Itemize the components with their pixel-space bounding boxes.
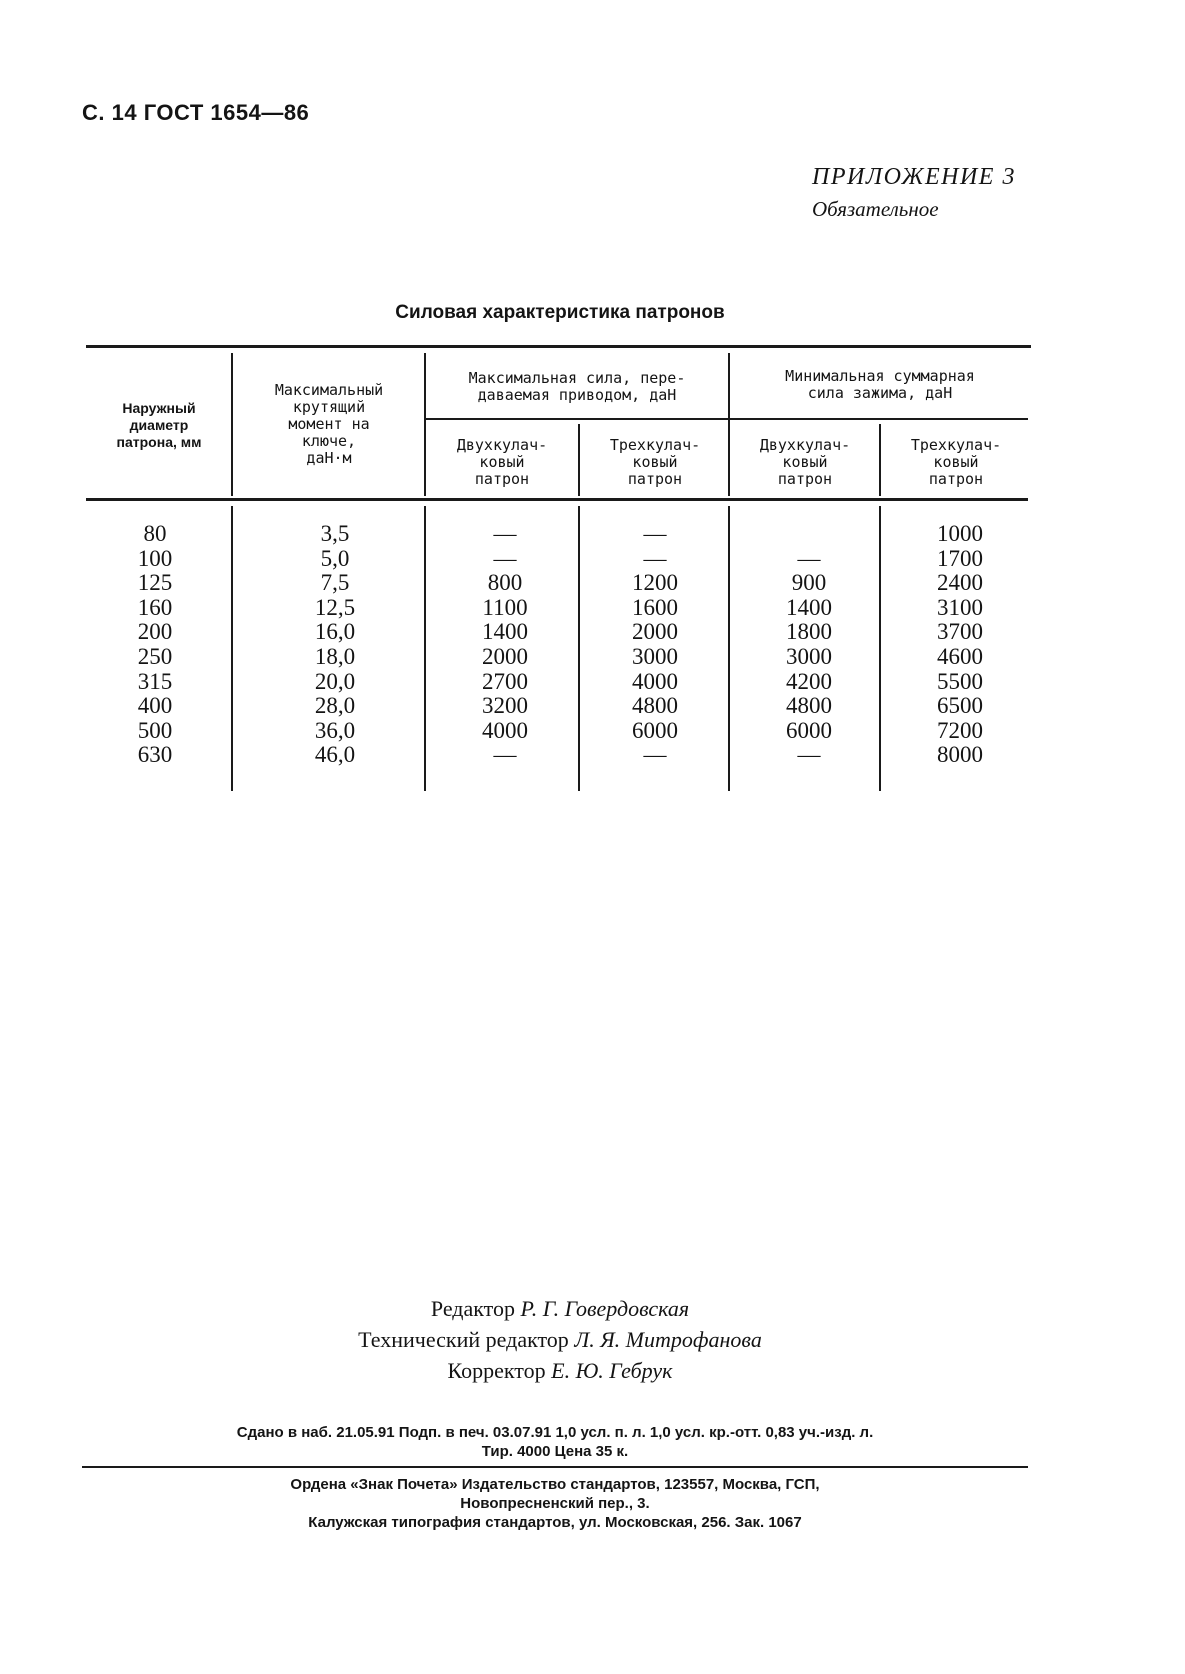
header-drive-three-jaw: Трехкулач- ковый патрон [609,436,701,488]
table-cell: 1000 [937,521,983,546]
table-cell: 500 [137,717,173,743]
table-vline [424,506,426,791]
column-clamp-three-jaw [905,522,1015,768]
footer-divider [82,1466,1028,1468]
publisher-line: Калужская типография стандартов, ул. Московская, 256. Зак. 1067 [308,1514,802,1531]
editor-label: Редактор [430,1296,515,1321]
table-cell: — [797,545,821,571]
table-cell: 7,5 [320,570,350,596]
table-header-rule [86,498,1028,501]
table-cell: 1700 [937,545,983,571]
table-cell: 4200 [786,668,832,694]
table-cell: 1400 [786,594,832,620]
table-cell: 5500 [937,668,983,694]
table-title: Силовая характеристика патронов [395,302,725,323]
table-vline [578,424,580,496]
header-clamp-two-jaw: Двухкулач- ковый патрон [759,436,851,488]
table-cell: 100 [137,545,173,571]
column-clamp-two-jaw [754,522,864,768]
table-cell: 1400 [482,619,528,645]
editors-block [0,1293,1120,1386]
table-cell: — [493,742,517,768]
table-cell: 6500 [937,693,983,719]
table-group-rule-right [728,418,1028,420]
imprint-line: Тир. 4000 Цена 35 к. [481,1443,629,1460]
table-cell [754,522,864,547]
table-cell: 4000 [482,717,528,743]
corrector-line [0,1355,1120,1386]
table-cell: — [797,742,821,768]
header-drive-force: Максимальная сила, пере- даваемая приводом, даН [468,369,686,404]
table-cell: 4000 [632,668,678,694]
table-cell: 3,5 [320,521,350,546]
table-cell: 1200 [632,570,678,596]
table-cell: 18,0 [314,643,356,669]
column-drive-three-jaw [600,522,710,768]
table-vline [424,353,426,496]
table-cell: — [493,545,517,571]
table-cell: 4600 [937,643,983,669]
table-cell: 2700 [482,668,528,694]
tech-editor-line [0,1324,1120,1355]
table-cell: 6000 [632,717,678,743]
column-torque [285,522,385,768]
table-vline [728,353,730,496]
table-vline [879,506,881,791]
tech-editor-label: Технический редактор [358,1327,569,1352]
table-cell: — [643,545,667,571]
tech-editor-name: Л. Я. Митрофанова [574,1327,762,1352]
table-cell: 3100 [937,594,983,620]
table-cell: 7200 [937,717,983,743]
table-cell: 8000 [937,742,983,768]
table-cell: — [643,742,667,768]
table-cell: 16,0 [314,619,356,645]
table-cell: 125 [137,570,173,596]
publisher-block [82,1475,1028,1532]
table-cell: 2000 [482,643,528,669]
publisher-line: Новопресненский пер., 3. [460,1495,650,1512]
table-cell: — [493,521,517,546]
table-cell: 46,0 [314,742,356,768]
table-cell: 160 [137,594,173,620]
table-cell: 1100 [482,594,528,620]
table-cell: 200 [137,619,173,645]
table-cell: — [643,521,667,546]
table-top-rule [86,345,1031,348]
table-cell: 1600 [632,594,678,620]
table-cell: 3000 [632,643,678,669]
table-cell: 12,5 [314,594,356,620]
imprint-block [82,1423,1028,1461]
column-diameter [110,522,200,768]
table-cell: 3200 [482,693,528,719]
table-vline [231,506,233,791]
table-cell: 250 [137,643,173,669]
appendix-note: Обязательное [812,197,939,221]
editor-line [0,1293,1120,1324]
table-cell: 4800 [632,693,678,719]
table-cell: 4800 [786,693,832,719]
table-group-rule-left [424,418,728,420]
editor-name: Р. Г. Говердовская [520,1296,690,1321]
table-vline [728,506,730,791]
page-header: С. 14 ГОСТ 1654—86 [82,100,310,125]
table-cell: 5,0 [320,545,350,571]
corrector-name: Е. Ю. Гебрук [551,1358,673,1383]
header-drive-two-jaw: Двухкулач- ковый патрон [456,436,548,488]
table-vline [578,506,580,791]
table-cell: 80 [143,521,167,546]
table-cell: 2000 [632,619,678,645]
table-cell: 1800 [786,619,832,645]
table-cell: 3700 [937,619,983,645]
table-cell: 800 [487,570,523,596]
header-diameter: Наружный диаметр патрона, мм [116,400,202,450]
header-clamp-force: Минимальная суммарная сила зажима, даН [785,367,975,402]
appendix-title: ПРИЛОЖЕНИЕ 3 [812,164,1016,190]
column-drive-two-jaw [450,522,560,768]
table-cell: 900 [791,570,827,596]
table-vline [879,424,881,496]
publisher-line: Ордена «Знак Почета» Издательство стандартов, 123557, Москва, ГСП, [290,1476,820,1493]
table-cell: 36,0 [314,717,356,743]
table-cell: 400 [137,693,173,719]
imprint-line: Сдано в наб. 21.05.91 Подп. в печ. 03.07.91 1,0 усл. п. л. 1,0 усл. кр.-отт. 0,83 уч.-изд. л. [236,1424,874,1441]
header-torque: Максимальный крутящий момент на ключе, даН·м [274,381,384,467]
table-cell: 2400 [937,570,983,596]
table-cell: 3000 [786,643,832,669]
table-cell: 20,0 [314,668,356,694]
table-vline [231,353,233,496]
table-cell: 315 [137,668,173,694]
corrector-label: Корректор [447,1358,546,1383]
table-cell: 28,0 [314,693,356,719]
table-cell: 6000 [786,717,832,743]
header-clamp-three-jaw: Трехкулач- ковый патрон [910,436,1002,488]
table-cell: 630 [137,742,173,768]
